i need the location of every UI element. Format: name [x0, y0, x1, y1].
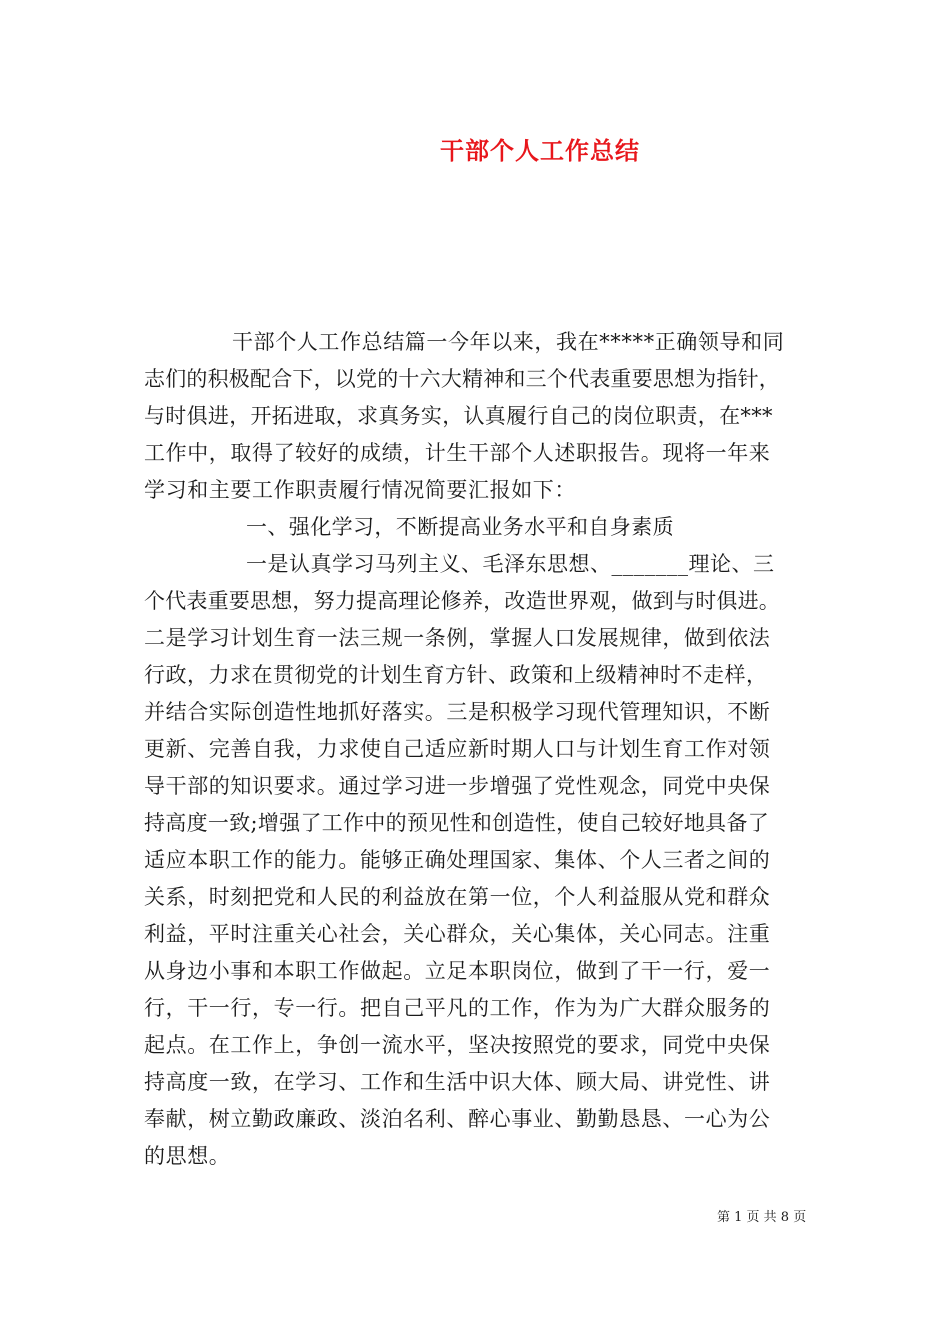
- body-line: 与时俱进，开拓进取，求真务实，认真履行自己的岗位职责，在***: [144, 404, 773, 428]
- section-heading: 一、强化学习，不断提高业务水平和自身素质: [246, 515, 674, 539]
- body-line: 适应本职工作的能力。能够正确处理国家、集体、个人三者之间的: [144, 848, 771, 872]
- body-line: 二是学习计划生育一法三规一条例，掌握人口发展规律，做到依法: [144, 626, 771, 650]
- body-line: 学习和主要工作职责履行情况简要汇报如下：: [144, 478, 576, 502]
- body-line: 持高度一致;增强了工作中的预见性和创造性，使自己较好地具备了: [144, 811, 770, 835]
- body-line: 个代表重要思想，努力提高理论修养，改造世界观，做到与时俱进。: [144, 589, 780, 613]
- body-line: 志们的积极配合下，以党的十六大精神和三个代表重要思想为指针，: [144, 367, 780, 391]
- body-line: 奉献，树立勤政廉政、淡泊名利、醉心事业、勤勤恳恳、一心为公: [144, 1107, 771, 1131]
- body-line: 的思想。: [144, 1144, 231, 1168]
- body-line: 持高度一致，在学习、工作和生活中识大体、顾大局、讲党性、讲: [144, 1070, 771, 1094]
- body-line: 工作中，取得了较好的成绩，计生干部个人述职报告。现将一年来: [144, 441, 771, 465]
- body-line: 行政，力求在贯彻党的计划生育方针、政策和上级精神时不走样，: [144, 663, 768, 687]
- body-line: 利益，平时注重关心社会，关心群众，关心集体，关心同志。注重: [144, 922, 771, 946]
- body-line: 并结合实际创造性地抓好落实。三是积极学习现代管理知识，不断: [144, 700, 771, 724]
- body-line: 行，干一行，专一行。把自己平凡的工作，作为为广大群众服务的: [144, 996, 771, 1020]
- body-line: 干部个人工作总结篇一今年以来，我在*****正确领导和同: [232, 330, 785, 354]
- body-line: 起点。在工作上，争创一流水平，坚决按照党的要求，同党中央保: [144, 1033, 771, 1057]
- body-line: 导干部的知识要求。通过学习进一步增强了党性观念，同党中央保: [144, 774, 771, 798]
- page-footer: 第 1 页 共 8 页: [717, 1210, 807, 1225]
- body-line: 一是认真学习马列主义、毛泽东思想、_______理论、三: [246, 552, 775, 576]
- body-line: 关系，时刻把党和人民的利益放在第一位，个人利益服从党和群众: [144, 885, 771, 909]
- body-line: 从身边小事和本职工作做起。立足本职岗位，做到了干一行，爱一: [144, 959, 771, 983]
- document-title: 干部个人工作总结: [440, 136, 640, 165]
- body-line: 更新、完善自我，力求使自己适应新时期人口与计划生育工作对领: [144, 737, 771, 761]
